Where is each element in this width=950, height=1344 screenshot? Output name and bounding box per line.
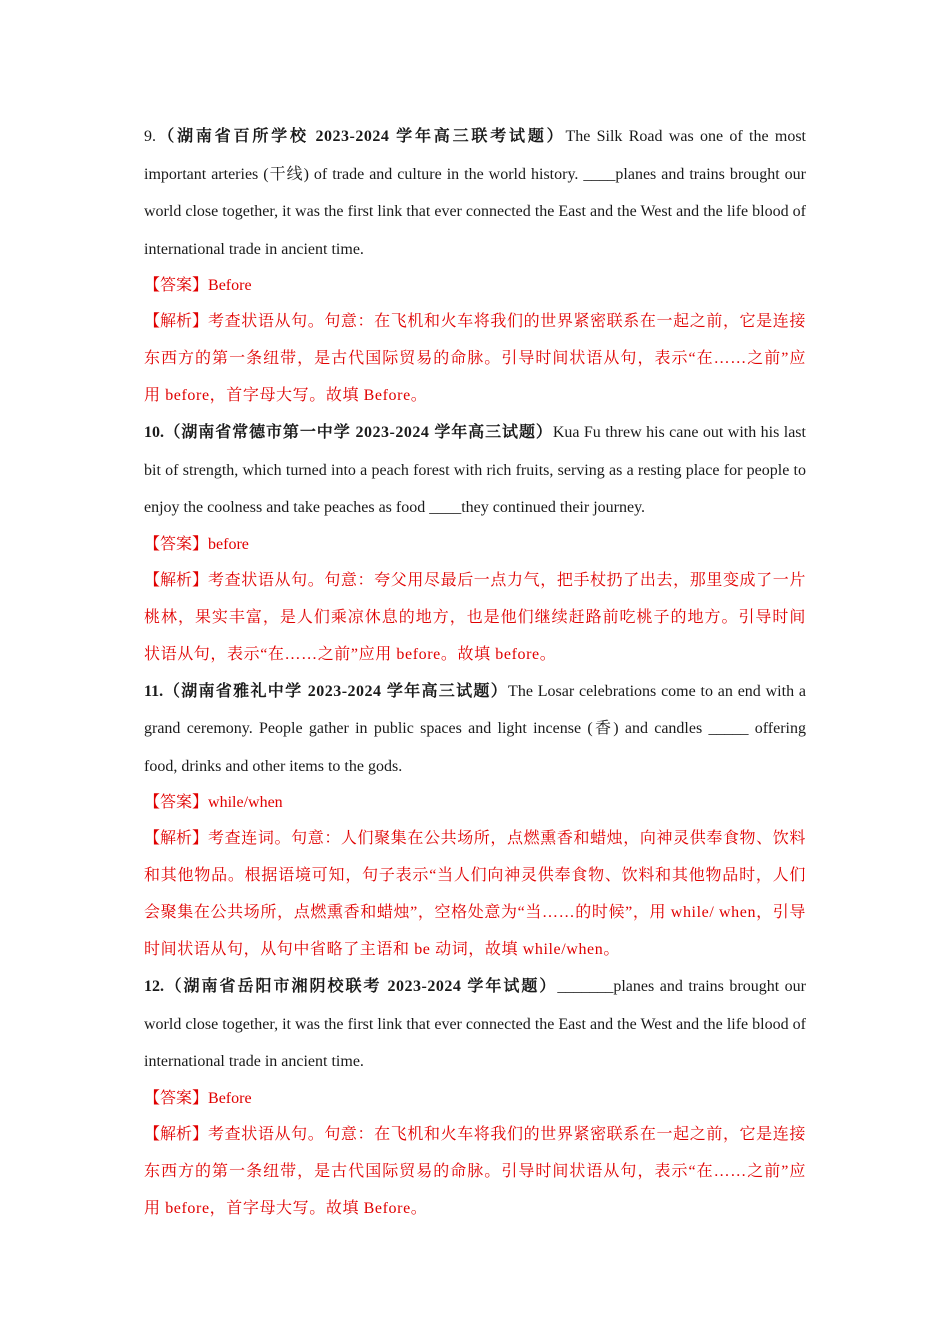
question-10 — [144, 414, 806, 673]
explanation-text: 考查连词。句意：人们聚集在公共场所，点燃熏香和蜡烛，向神灵供奉食物、饮料和其他物品。根据语境可知，句子表示“当人们向神灵供奉食物、饮料和其他物品时，人们会聚集在公共场所，点燃熏香和蜡烛”，空格处意为“当……的时候”，用 while/ when，引导时间状语从句，从句中省略了主语和 be 动词，故填 while/when。 — [144, 830, 806, 958]
question-number: 12. — [144, 978, 164, 995]
answer-label: 【答案】 — [144, 535, 209, 553]
question-9 — [144, 118, 806, 414]
question-source: （湖南省百所学校 2023-2024 学年高三联考试题） — [156, 128, 566, 145]
answer-value: Before — [208, 1089, 252, 1107]
answer-label: 【答案】 — [144, 794, 209, 811]
answer-value: Before — [208, 277, 252, 294]
explanation-line — [144, 303, 806, 414]
explanation-label: 【解析】 — [144, 1125, 209, 1143]
answer-line — [144, 785, 806, 820]
document-page — [144, 118, 806, 1227]
question-text: Kua Fu threw his cane out with his last bit of strength, which turned into a peach forest with rich fruits, serving as a resting place for people to enjoy the coolness and take peaches as food ____they continued their journey. — [144, 424, 806, 516]
question-source: （湖南省岳阳市湘阴校联考 2023-2024 学年试题） — [164, 978, 558, 995]
answer-line — [144, 1081, 806, 1116]
answer-label: 【答案】 — [144, 277, 209, 294]
explanation-label: 【解析】 — [144, 571, 209, 589]
question-number: 10. — [144, 424, 164, 441]
question-source: （湖南省雅礼中学 2023-2024 学年高三试题） — [163, 682, 509, 700]
question-11 — [144, 673, 806, 969]
question-stem — [144, 414, 806, 527]
answer-value: before — [208, 535, 249, 553]
explanation-label: 【解析】 — [144, 313, 209, 330]
question-stem — [144, 968, 806, 1081]
answer-label: 【答案】 — [144, 1089, 209, 1107]
question-stem — [144, 118, 806, 268]
answer-line — [144, 268, 806, 303]
explanation-text: 考查状语从句。句意：在飞机和火车将我们的世界紧密联系在一起之前，它是连接东西方的第一条纽带，是古代国际贸易的命脉。引导时间状语从句，表示“在……之前”应用 before，首字母大写。故填 Before。 — [144, 1125, 806, 1217]
question-text: _______planes and trains brought our world close together, it was the first link that ever connected the East and the West and the life blood of international trade in ancient time. — [144, 978, 806, 1070]
question-text: The Silk Road was one of the most important arteries (干线) of trade and culture in the world history. ____planes and trains brought our world close together, it was the first link that ever connected the East and the West and the life blood of international trade in ancient time. — [144, 128, 806, 258]
question-text: The Losar celebrations come to an end with a grand ceremony. People gather in public spaces and light incense (香) and candles _____ offering food, drinks and other items to the gods. — [144, 682, 806, 775]
explanation-text: 考查状语从句。句意：夸父用尽最后一点力气，把手杖扔了出去，那里变成了一片桃林，果实丰富，是人们乘凉休息的地方，也是他们继续赶路前吃桃子的地方。引导时间状语从句，表示“在……之前”应用 before。故填 before。 — [144, 571, 806, 663]
explanation-line — [144, 1116, 806, 1227]
explanation-line — [144, 820, 806, 968]
question-number: 11. — [144, 682, 164, 700]
question-source: （湖南省常德市第一中学 2023-2024 学年高三试题） — [164, 424, 553, 441]
explanation-line — [144, 562, 806, 673]
explanation-text: 考查状语从句。句意：在飞机和火车将我们的世界紧密联系在一起之前，它是连接东西方的第一条纽带，是古代国际贸易的命脉。引导时间状语从句，表示“在……之前”应用 before，首字母大写。故填 Before。 — [144, 313, 806, 404]
question-12 — [144, 968, 806, 1227]
question-stem — [144, 673, 806, 786]
answer-value: while/when — [208, 794, 283, 811]
answer-line — [144, 527, 806, 562]
question-number: 9. — [144, 128, 156, 145]
explanation-label: 【解析】 — [144, 830, 209, 847]
